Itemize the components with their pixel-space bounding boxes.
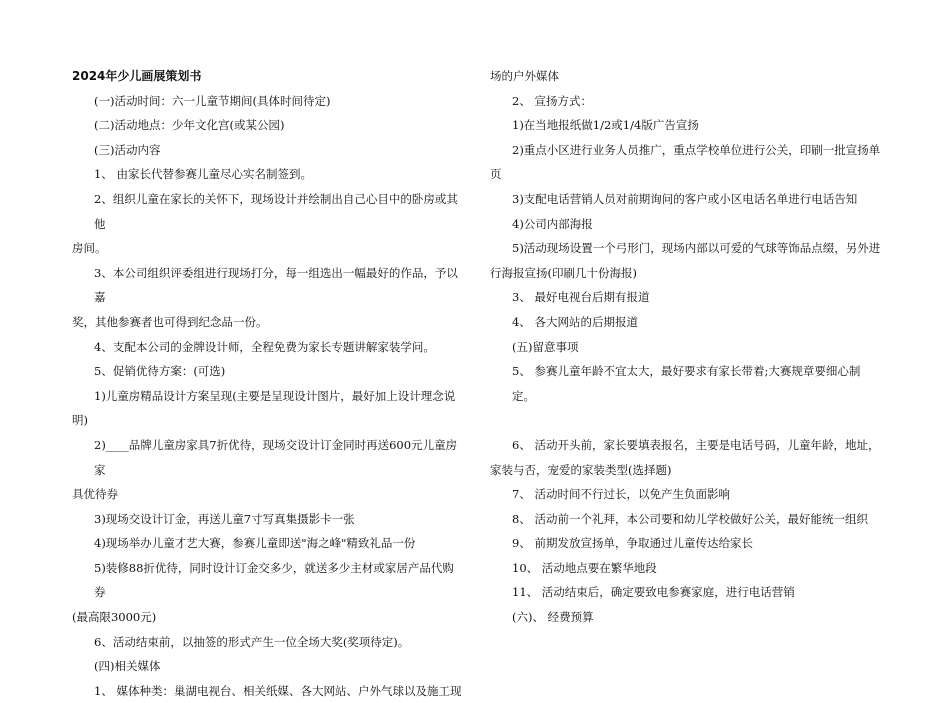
text-line: 家装与否，宠爱的家装类型(选择题) [490,462,672,477]
right-paragraphs [490,64,882,630]
text-line: 5、促销优待方案：(可选) [94,364,226,379]
text-line: 4、 各大网站的后期报道 [512,314,638,329]
text-line: 11、 活动结束后，确定要致电参赛家庭，进行电话营销 [512,585,795,600]
text-line: 3、 最好电视台后期有报道 [512,290,650,305]
text-line: 1)儿童房精品设计方案呈现(主要是呈现设计图片，最好加上设计理念说 [94,388,456,403]
text-line: 9、 前期发放宣扬单，争取通过儿童传达给家长 [512,536,753,551]
text-line: (一)活动时间：六一儿童节期间(具体时间待定) [94,93,331,108]
text-line: 场的户外媒体 [490,69,559,83]
document-title: 2024年少儿画展策划书 [72,69,202,83]
text-line: 7、 活动时间不行过长，以免产生负面影响 [512,487,730,502]
right-column [490,64,882,630]
text-line: 4、支配本公司的金牌设计师，全程免费为家长专题讲解家装学问。 [94,339,435,354]
text-line: 1)在当地报纸做1/2或1/4版广告宣扬 [512,118,699,133]
text-line: 1、 由家长代替参赛儿童尽心实名制签到。 [94,167,312,182]
text-line: 3、本公司组织评委组进行现场打分，每一组选出一幅最好的作品，予以嘉 [94,265,458,305]
text-line: 8、 活动前一个礼拜，本公司要和幼儿学校做好公关，最好能统一组织 [512,511,868,526]
text-line: 6、 活动开头前，家长要填表报名，主要是电话号码，儿童年龄，地址， [512,437,880,452]
text-line: 2)____品牌儿童房家具7折优待，现场交设计订金同时再送600元儿童房家 [94,437,458,477]
text-line [490,408,882,433]
text-line: 5)活动现场设置一个弓形门，现场内部以可爱的气球等饰品点缀，另外进 [512,241,881,256]
text-line: (四)相关媒体 [94,659,161,674]
text-line: 4)现场举办儿童才艺大赛，参赛儿童即送"海之峰"精致礼品一份 [94,536,416,551]
text-line: (二)活动地点：少年文化宫(或某公园) [94,118,285,133]
text-line: 页 [490,167,502,182]
text-line: 明) [72,413,88,428]
text-line: 具优待券 [72,487,118,502]
text-line: (六)、 经费预算 [512,610,594,625]
left-paragraphs [72,89,464,703]
text-line: 2、组织儿童在家长的关怀下，现场设计并绘制出自己心目中的卧房或其他 [94,191,458,231]
text-line: 10、 活动地点要在繁华地段 [512,560,657,575]
left-column [72,64,464,703]
text-line: 行海报宣扬(印刷几十份海报) [490,265,637,280]
text-line: 4)公司内部海报 [512,216,593,231]
text-line: 2、 宣扬方式： [512,93,592,108]
text-line: 奖，其他参赛者也可得到纪念品一份。 [72,314,268,329]
text-line: 6、活动结束前，以抽签的形式产生一位全场大奖(奖项待定)。 [94,634,410,649]
text-line: 5、 参赛儿童年龄不宜太大，最好要求有家长带着;大赛规章要细心制定。 [512,364,861,403]
text-line: (三)活动内容 [94,142,161,157]
text-line: (最高限3000元) [72,610,157,625]
text-line: 房间。 [72,241,107,256]
text-line: 1、 媒体种类：巢湖电视台、相关纸媒、各大网站、户外气球以及施工现 [94,683,462,698]
text-line: 2)重点小区进行业务人员推广，重点学校单位进行公关，印刷一批宣扬单 [512,142,881,157]
text-line: 5)装修88折优待，同时设计订金交多少，就送多少主材或家居产品代购券 [94,560,454,600]
text-line: 3)现场交设计订金，再送儿童7寸写真集摄影卡一张 [94,511,355,526]
text-line: 3)支配电话营销人员对前期询问的客户或小区电话名单进行电话告知 [512,191,858,206]
text-line: (五)留意事项 [512,339,579,354]
